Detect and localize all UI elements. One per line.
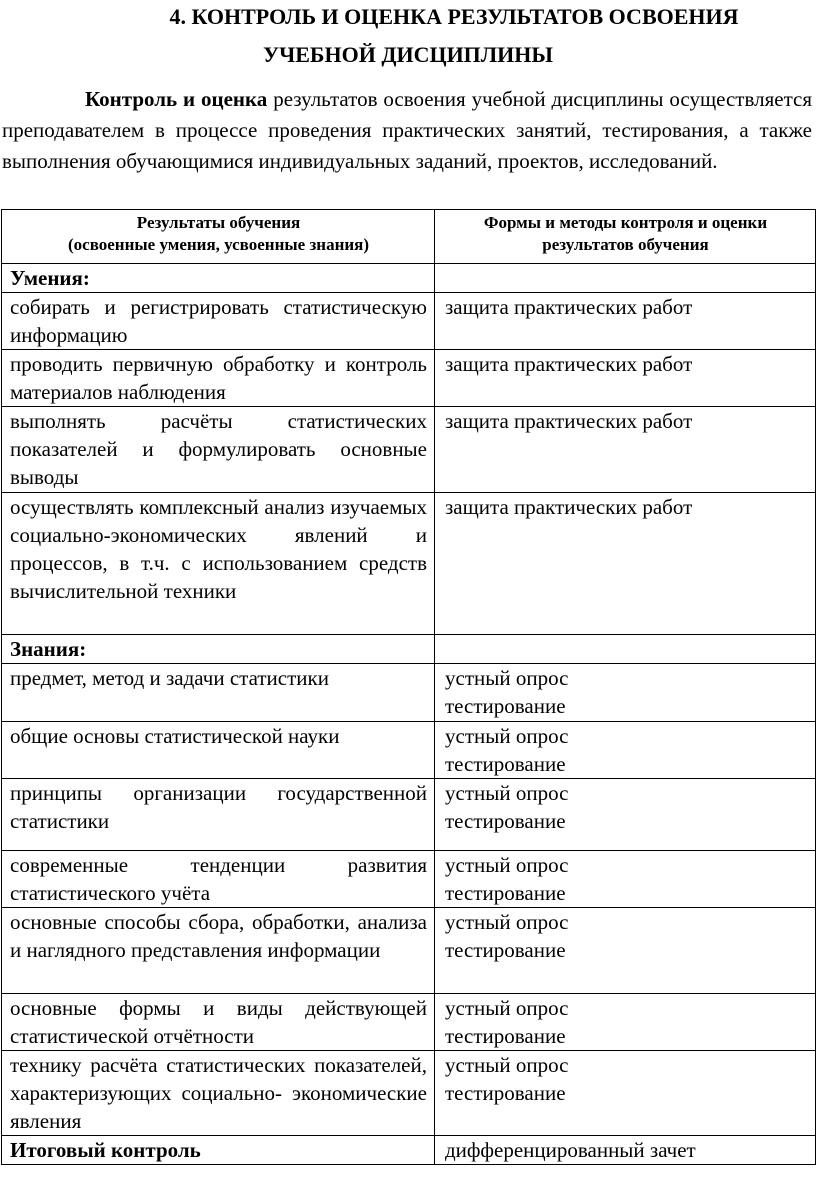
knowledge-method: устный опрос тестирование [435, 908, 816, 994]
table-row [2, 779, 816, 851]
header-results: Результаты обучения (освоенные умения, усвоенные знания) [2, 210, 435, 264]
knowledge-method: устный опрос тестирование [435, 664, 816, 722]
skill-method: защита практических работ [435, 407, 816, 493]
section-title-line-2: УЧЕБНОЙ ДИСЦИПЛИНЫ [262, 42, 554, 67]
skill-result: проводить первичную обработку и контроль материалов наблюдения [2, 350, 435, 407]
table-row [2, 851, 816, 908]
intro-paragraph [2, 84, 812, 177]
table-row [2, 908, 816, 994]
knowledge-section-row [2, 635, 816, 664]
knowledge-method: устный опрос тестирование [435, 1051, 816, 1136]
skill-method: защита практических работ [435, 293, 816, 350]
table-row [2, 493, 816, 635]
skill-result: собирать и регистрировать статистическую информацию [2, 293, 435, 350]
table-row [2, 350, 816, 407]
table-header-row [2, 210, 816, 264]
knowledge-result: общие основы статистической науки [2, 722, 435, 779]
intro-text: результатов освоения учебной дисциплины осуществляется преподавателем в процессе проведения практических занятий, тестирования, а также выполнения обучающимися индивидуальных заданий, проектов, исследований. [2, 87, 813, 173]
section-title-line-1: 4. КОНТРОЛЬ И ОЦЕНКА РЕЗУЛЬТАТОВ ОСВОЕНИЯ [169, 4, 739, 29]
final-control-row [2, 1136, 816, 1165]
table-row [2, 293, 816, 350]
table-row [2, 722, 816, 779]
skills-label: Умения: [2, 264, 435, 293]
header-methods: Формы и методы контроля и оценки результатов обучения [435, 210, 816, 264]
skill-method: защита практических работ [435, 350, 816, 407]
skill-method: защита практических работ [435, 493, 816, 635]
knowledge-method: устный опрос тестирование [435, 779, 816, 851]
table-row [2, 407, 816, 493]
knowledge-result: принципы организации государственной статистики [2, 779, 435, 851]
empty-cell [435, 635, 816, 664]
knowledge-label: Знания: [2, 635, 435, 664]
final-control-label: Итоговый контроль [2, 1136, 435, 1165]
assessment-table [1, 209, 816, 1165]
knowledge-result: предмет, метод и задачи статистики [2, 664, 435, 722]
knowledge-method: устный опрос тестирование [435, 722, 816, 779]
knowledge-result: основные формы и виды действующей статистической отчётности [2, 994, 435, 1051]
knowledge-method: устный опрос тестирование [435, 851, 816, 908]
knowledge-result: основные способы сбора, обработки, анализа и наглядного представления информации [2, 908, 435, 994]
skill-result: выполнять расчёты статистических показателей и формулировать основные выводы [2, 407, 435, 493]
knowledge-method: устный опрос тестирование [435, 994, 816, 1051]
skills-section-row [2, 264, 816, 293]
intro-bold-lead: Контроль и оценка [85, 87, 268, 111]
table-row [2, 994, 816, 1051]
knowledge-result: технику расчёта статистических показателей, характеризующих социально- экономические явления [2, 1051, 435, 1136]
skill-result: осуществлять комплексный анализ изучаемых социально-экономических явлений и процессов, в т.ч. с использованием средств вычислительной техники [2, 493, 435, 635]
table-row [2, 1051, 816, 1136]
final-control-method: дифференцированный зачет [435, 1136, 816, 1165]
table-row [2, 664, 816, 722]
knowledge-result: современные тенденции развития статистического учёта [2, 851, 435, 908]
empty-cell [435, 264, 816, 293]
